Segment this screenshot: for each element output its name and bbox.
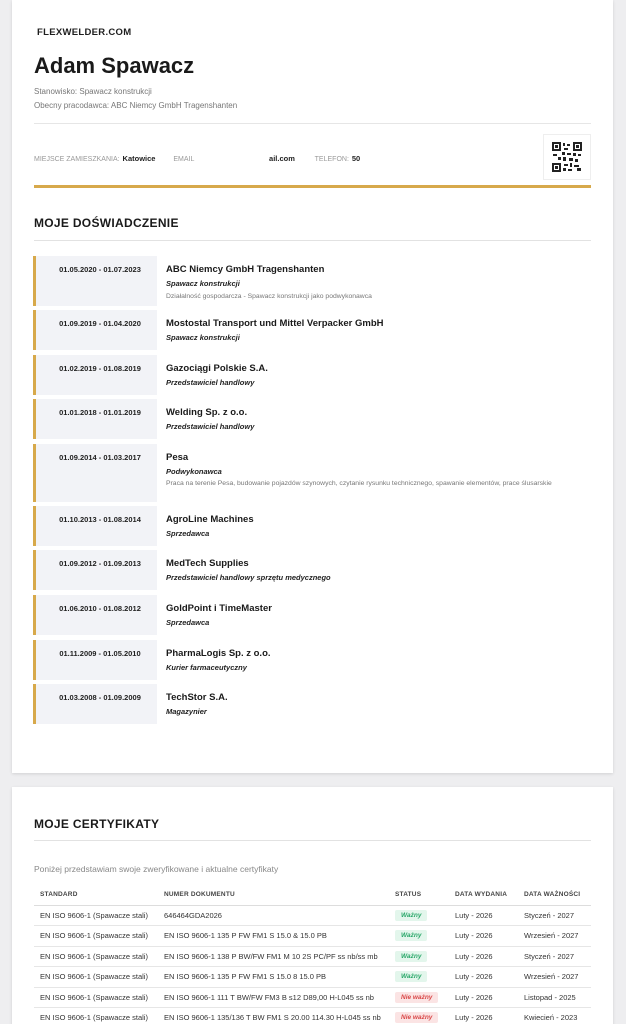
cell-standard: EN ISO 9606-1 (Spawacze stali) [34,967,158,988]
experience-company: PharmaLogis Sp. z o.o. [166,648,271,659]
column-header-expires[interactable]: DATA WAŻNOŚCI [518,885,591,905]
qr-code-icon[interactable] [543,134,591,180]
experience-date: 01.10.2013 - 01.08.2014 [59,515,141,524]
experience-date: 01.01.2018 - 01.01.2019 [59,408,141,417]
experience-item [33,550,593,590]
table-header-row [34,885,591,905]
experience-item [33,595,593,635]
cell-number: EN ISO 9606-1 135 P FW FM1 S 15.0 & 15.0 PB [158,926,389,947]
experience-role: Kurier farmaceutyczny [166,663,247,672]
cell-issued: Luty - 2026 [449,987,518,1008]
column-header-issued[interactable]: DATA WYDANIA [449,885,518,905]
experience-company: Gazociągi Polskie S.A. [166,363,268,374]
experience-date: 01.03.2008 - 01.09.2009 [59,693,141,702]
experience-date: 01.05.2020 - 01.07.2023 [59,265,141,274]
cell-number: EN ISO 9606-1 135/136 T BW FM1 S 20.00 114.30 H-L045 ss nb [158,1008,389,1024]
divider [34,123,591,124]
experience-role: Spawacz konstrukcji [166,279,240,288]
table-row [34,926,591,947]
cell-expires: Wrzesień - 2027 [518,926,591,947]
table-row [34,946,591,967]
experience-item [33,640,593,680]
residence-value: Katowice [122,154,156,163]
divider [34,240,591,241]
experience-company: Pesa [166,452,189,463]
site-logo[interactable]: FLEXWELDER.COM [37,27,132,38]
contact-row [34,154,360,163]
cell-issued: Luty - 2026 [449,946,518,967]
cell-expires: Wrzesień - 2027 [518,967,591,988]
experience-date: 01.09.2012 - 01.09.2013 [59,559,141,568]
cell-number: EN ISO 9606-1 138 P BW/FW FM1 M 10 2S PC/PF ss nb/ss mb [158,946,389,967]
experience-role: Magazynier [166,707,207,716]
experience-company: AgroLine Machines [166,514,254,525]
experience-role: Podwykonawca [166,467,222,476]
cell-issued: Luty - 2026 [449,926,518,947]
divider [34,840,591,841]
certificates-intro: Poniżej przedstawiam swoje zweryfikowane i aktualne certyfikaty [34,864,279,874]
column-header-standard[interactable]: STANDARD [34,885,158,905]
table-row [34,967,591,988]
cell-expires: Styczeń - 2027 [518,946,591,967]
certificates-card [12,787,613,1024]
experience-date: 01.06.2010 - 01.08.2012 [59,604,141,613]
cell-expires: Listopad - 2025 [518,987,591,1008]
residence-label: MIEJSCE ZAMIESZKANIA: [34,156,120,163]
experience-company: ABC Niemcy GmbH Tragenshanten [166,264,325,275]
status-badge: Nie ważny [395,992,438,1003]
table-row [34,905,591,926]
experience-item [33,355,593,395]
experience-role: Sprzedawca [166,618,210,627]
experience-title: MOJE DOŚWIADCZENIE [34,216,179,230]
experience-date: 01.09.2019 - 01.04.2020 [59,319,141,328]
cell-number: EN ISO 9606-1 135 P FW FM1 S 15.0 8 15.0 PB [158,967,389,988]
experience-date: 01.02.2019 - 01.08.2019 [59,364,141,373]
experience-role: Przedstawiciel handlowy [166,422,255,431]
experience-date: 01.11.2009 - 01.05.2010 [59,649,141,658]
status-badge: Ważny [395,951,427,962]
experience-role: Spawacz konstrukcji [166,333,240,342]
experience-company: Mostostal Transport und Mittel Verpacker GmbH [166,318,384,329]
experience-item [33,399,593,439]
experience-company: Welding Sp. z o.o. [166,407,248,418]
experience-role: Sprzedawca [166,529,210,538]
cell-standard: EN ISO 9606-1 (Spawacze stali) [34,1008,158,1024]
experience-description: Działalność gospodarcza - Spawacz konstrukcji jako podwykonawca [166,293,372,300]
cell-standard: EN ISO 9606-1 (Spawacze stali) [34,987,158,1008]
profile-employer: Obecny pracodawca: ABC Niemcy GmbH Tragenshanten [34,101,238,110]
experience-company: GoldPoint i TimeMaster [166,603,272,614]
table-row [34,987,591,1008]
cell-expires: Kwiecień - 2023 [518,1008,591,1024]
cell-number: 646464GDA2026 [158,905,389,926]
experience-date: 01.09.2014 - 01.03.2017 [59,453,141,462]
email-value[interactable]: ail.com [269,154,295,163]
experience-role: Przedstawiciel handlowy sprzętu medycznego [166,573,331,582]
cell-standard: EN ISO 9606-1 (Spawacze stali) [34,926,158,947]
phone-label: TELEFON: [314,156,349,163]
cell-standard: EN ISO 9606-1 (Spawacze stali) [34,905,158,926]
experience-item [33,506,593,546]
status-badge: Ważny [395,910,427,921]
cell-standard: EN ISO 9606-1 (Spawacze stali) [34,946,158,967]
experience-item [33,684,593,724]
table-row [34,1008,591,1024]
experience-description: Praca na terenie Pesa, budowanie pojazdów szynowych, czytanie rysunku technicznego, spawanie elementów, prace ślusarskie [166,480,552,487]
column-header-status[interactable]: STATUS [389,885,449,905]
status-badge: Ważny [395,930,427,941]
cell-expires: Styczeń - 2027 [518,905,591,926]
experience-item [33,444,593,502]
experience-item [33,310,593,350]
certificates-table [34,885,591,1024]
phone-value[interactable]: 50 [351,154,361,163]
status-badge: Ważny [395,971,427,982]
experience-company: MedTech Supplies [166,558,249,569]
experience-item [33,256,593,306]
profile-name: Adam Spawacz [34,53,195,78]
cell-issued: Luty - 2026 [449,967,518,988]
certificates-title: MOJE CERTYFIKATY [34,817,160,831]
cell-issued: Luty - 2026 [449,905,518,926]
accent-divider [34,185,591,188]
profile-card [12,0,613,773]
cell-number: EN ISO 9606-1 111 T BW/FW FM3 B s12 D89,00 H-L045 ss nb [158,987,389,1008]
experience-role: Przedstawiciel handlowy [166,378,255,387]
profile-position: Stanowisko: Spawacz konstrukcji [34,87,152,96]
column-header-number[interactable]: NUMER DOKUMENTU [158,885,389,905]
experience-company: TechStor S.A. [166,692,228,703]
status-badge: Nie ważny [395,1012,438,1023]
email-label: EMAIL [173,156,195,163]
cell-issued: Luty - 2026 [449,1008,518,1024]
